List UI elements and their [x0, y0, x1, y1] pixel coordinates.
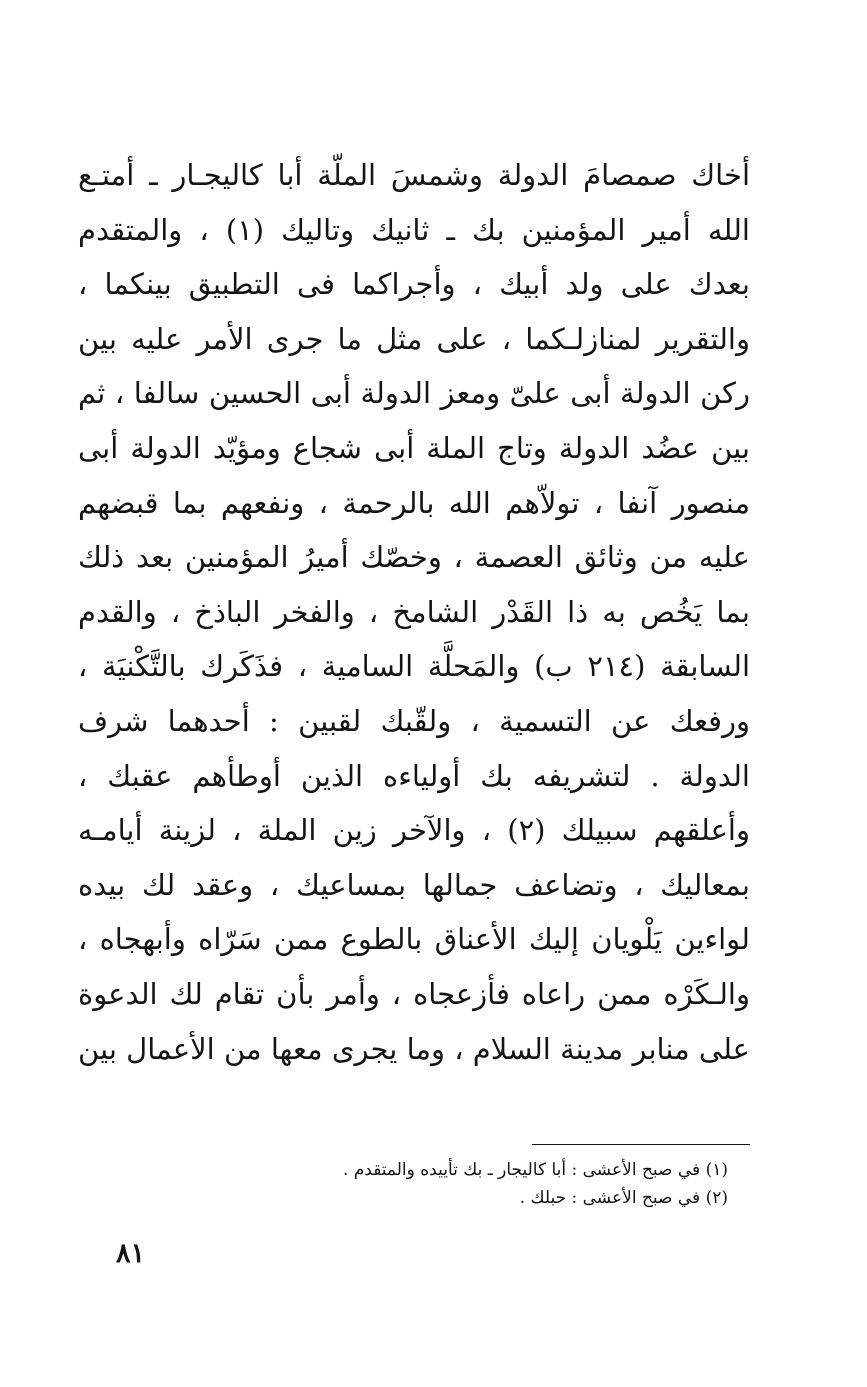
text-line: والـكَرْه ممن راعاه فأزعجاه ، وأمر بأن تقام لك الدعوة: [78, 976, 750, 1011]
footnotes: [78, 1156, 728, 1212]
footnote-separator: [532, 1144, 750, 1145]
main-text-block: [78, 148, 750, 1076]
text-line: بعدك على ولد أبيك ، وأجراكما فى التطبيق بينكما ،: [78, 267, 750, 302]
text-line: عليه من وثائق العصمة ، وخصّك أميرُ المؤمنين بعد ذلك: [78, 540, 750, 575]
text-line: السابقة (٢١٤ ب) والمَحلَّة السامية ، فذَكَرك بالتَّكْنيَة ،: [78, 649, 750, 684]
text-line: منصور آنفا ، تولاّهم الله بالرحمة ، ونفعهم بما قبضهم: [78, 485, 750, 520]
text-line: على منابر مدينة السلام ، وما يجرى معها من الأعمال بين: [78, 1031, 750, 1066]
text-line: الدولة . لتشريفه بك أولياءه الذين أوطأهم عقبك ،: [78, 758, 750, 793]
text-line: لواءين يَلْويان إليك الأعناق بالطوع ممن سَرّاه وأبهجاه ،: [78, 922, 750, 957]
text-line: ورفعك عن التسمية ، ولقّبك لقبين : أحدهما شرف: [78, 703, 750, 738]
text-line: بما يَخُص به ذا القَدْر الشامخ ، والفخر الباذخ ، والقدم: [78, 594, 750, 629]
text-line: الله أمير المؤمنين بك ـ ثانيك وتاليك (١) ، والمتقدم: [78, 212, 750, 247]
page-number: ٨١: [116, 1238, 146, 1269]
footnote-1: (١) في صبح الأعشى : أبا كاليجار ـ بك تأييده والمتقدم .: [342, 1160, 728, 1180]
text-line: ركن الدولة أبى علىّ ومعز الدولة أبى الحسين سالفا ، ثم: [78, 376, 750, 411]
text-line: والتقرير لمنازلـكما ، على مثل ما جرى الأمر عليه بين: [78, 321, 750, 356]
text-line: وأعلقهم سبيلك (٢) ، والآخر زين الملة ، لزينة أيامـه: [78, 813, 750, 848]
text-line: بين عضُد الدولة وتاج الملة أبى شجاع ومؤيّد الدولة أبى: [78, 430, 750, 465]
text-line: بمعاليك ، وتضاعف جمالها بمساعيك ، وعقد لك بيده: [78, 867, 750, 902]
text-line: أخاك صمصامَ الدولة وشمسَ الملّة أبا كاليجـار ـ أمتـع: [78, 158, 750, 192]
footnote-2: (٢) في صبح الأعشى : حبلك .: [519, 1188, 728, 1208]
